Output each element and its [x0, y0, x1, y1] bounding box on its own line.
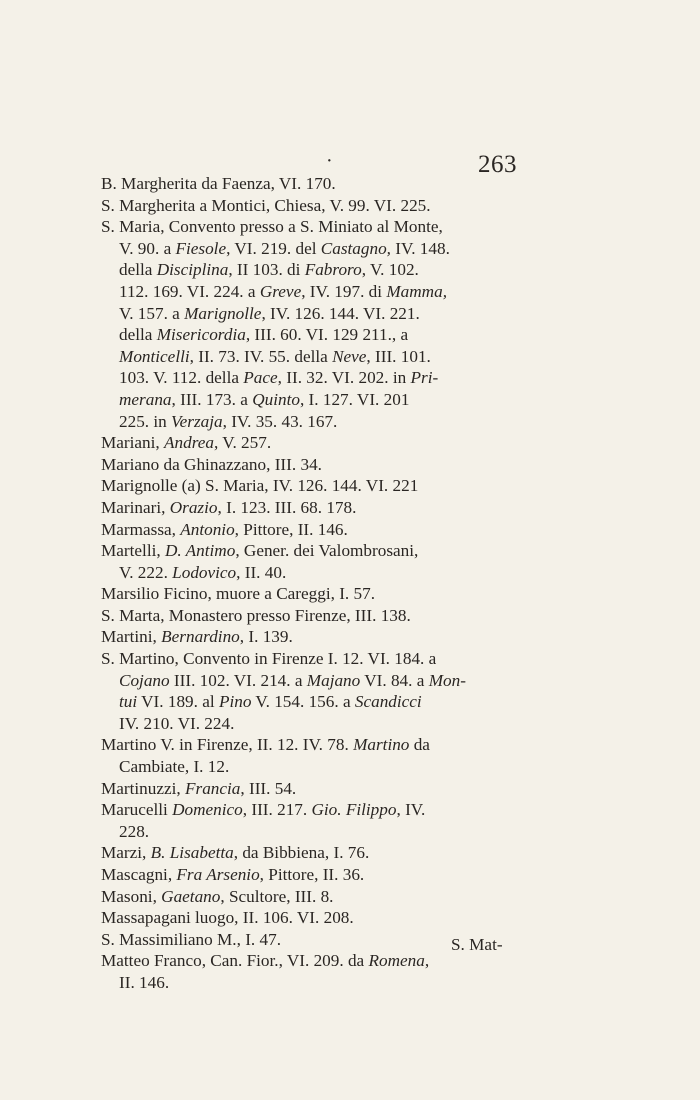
italic-text: Cojano — [119, 670, 170, 690]
italic-text: Neve — [332, 346, 367, 366]
text-run: , IV. 35. 43. 167. — [222, 411, 338, 431]
text-run: 228. — [119, 821, 150, 841]
index-line — [101, 734, 561, 756]
italic-text: merana — [119, 389, 172, 409]
text-run: , II. 40. — [236, 562, 287, 582]
index-line — [101, 216, 561, 238]
text-run: , V. 257. — [213, 433, 272, 453]
index-line — [101, 367, 561, 389]
text-run: da — [409, 735, 430, 755]
italic-text: Monticelli — [119, 346, 190, 366]
index-line — [101, 324, 561, 346]
index-line — [101, 648, 561, 670]
text-run: , I. 123. III. 68. 178. — [217, 497, 357, 517]
text-run: Marinari, — [101, 497, 170, 517]
signature-dot: · — [326, 150, 333, 172]
index-line — [101, 583, 561, 605]
text-run: Mariano da Ghinazzano, III. 34. — [101, 454, 322, 474]
text-run: , Scultore, III. 8. — [220, 886, 334, 906]
text-run: Marignolle (a) S. Maria, IV. 126. 144. VI. 221 — [101, 476, 419, 496]
italic-text: Mon- — [428, 670, 466, 690]
text-run: III. 102. VI. 214. a — [169, 670, 307, 690]
text-run: Marzi, — [101, 843, 151, 863]
italic-text: tui — [119, 692, 138, 712]
text-run: , IV. 126. 144. VI. 221. — [261, 303, 420, 323]
italic-text: Marignolle — [184, 303, 262, 323]
italic-text: Quinto — [252, 389, 300, 409]
text-run: Martini, — [101, 627, 162, 647]
italic-text: Castagno, — [320, 238, 391, 258]
italic-text: Disciplina — [156, 260, 229, 280]
index-line — [101, 821, 561, 843]
text-run: 103. V. 112. della — [119, 368, 244, 388]
text-run: Martinuzzi, — [101, 778, 185, 798]
index-line — [101, 691, 561, 713]
text-run: , Pittore, II. 36. — [259, 865, 365, 884]
index-line — [101, 713, 561, 735]
italic-text: Fra Arsenio — [176, 865, 260, 884]
text-run: , II. 73. IV. 55. della — [189, 346, 333, 366]
index-line — [101, 259, 561, 281]
text-run: , V. 102. — [361, 260, 419, 280]
index-line — [101, 173, 561, 195]
index-line — [101, 778, 561, 800]
index-line — [101, 864, 561, 886]
text-run: Martino V. in Firenze, II. 12. IV. 78. — [101, 735, 354, 755]
text-run: , IV. 197. di — [301, 281, 387, 301]
text-run: Matteo Franco, Can. Fior., VI. 209. da — [101, 951, 369, 971]
text-run: , III. 217. — [242, 800, 312, 820]
text-run: , I. 127. VI. 201 — [299, 389, 410, 409]
text-run: Martelli, — [101, 541, 165, 561]
index-entries — [101, 173, 561, 994]
italic-text: Majano — [306, 670, 361, 690]
text-run: II. 146. — [119, 972, 170, 992]
text-run: VI. 189. al — [137, 692, 219, 712]
index-line — [101, 281, 561, 303]
index-line — [101, 454, 561, 476]
text-run: Masoni, — [101, 886, 162, 906]
index-line — [101, 562, 561, 584]
index-line — [101, 907, 561, 929]
catchword: S. Mat- — [451, 935, 503, 954]
italic-text: Pino — [218, 692, 252, 712]
index-line — [101, 670, 561, 692]
text-run: Mascagni, — [101, 865, 177, 884]
index-line — [101, 756, 561, 778]
italic-text: Verzaja — [171, 411, 223, 431]
text-run: , II 103. di — [228, 260, 305, 280]
index-line — [101, 799, 561, 821]
italic-text: D. Antimo — [164, 541, 236, 561]
text-run: , II. 32. VI. 202. in — [277, 368, 411, 388]
italic-text: Francia — [185, 778, 241, 798]
index-line — [101, 475, 561, 497]
italic-text: Gio. Filippo — [311, 800, 397, 820]
italic-text: Lodovico — [172, 562, 237, 582]
index-line — [101, 303, 561, 325]
text-run: S. Margherita a Montici, Chiesa, V. 99. VI. 225. — [101, 195, 431, 215]
text-run: , da Bibbiena, I. 76. — [233, 843, 370, 863]
text-run: , IV. — [396, 800, 426, 820]
page-number: 263 — [478, 151, 517, 178]
text-run: S. Massimiliano M., I. 47. — [101, 929, 281, 949]
italic-text: Pri- — [410, 368, 439, 388]
text-run: IV. 148. — [390, 238, 450, 258]
text-run: Marsilio Ficino, muore a Careggi, I. 57. — [101, 584, 375, 604]
italic-text: Orazio — [169, 497, 218, 517]
text-run: S. Maria, Convento presso a S. Miniato al Monte, — [101, 217, 443, 237]
italic-text: Romena — [368, 951, 425, 971]
text-run: V. 157. a — [119, 303, 185, 323]
text-run: Marmassa, — [101, 519, 181, 539]
text-run: , VI. 219. del — [226, 238, 321, 258]
italic-text: Mamma, — [386, 281, 447, 301]
text-run: Cambiate, I. 12. — [119, 757, 230, 777]
text-run: , III. 54. — [240, 778, 297, 798]
italic-text: Fiesole — [175, 238, 227, 258]
italic-text: Gaetano — [161, 886, 221, 906]
italic-text: Martino — [353, 735, 410, 755]
text-run: della — [119, 325, 157, 345]
text-run: V. 222. — [119, 562, 173, 582]
text-run: , III. 60. VI. 129 211., a — [245, 325, 409, 345]
text-run: 225. in — [119, 411, 172, 431]
text-run: IV. 210. VI. 224. — [119, 713, 235, 733]
index-line — [101, 626, 561, 648]
italic-text: Misericordia — [156, 325, 246, 345]
index-line — [101, 497, 561, 519]
text-run: 112. 169. VI. 224. a — [119, 281, 260, 301]
text-run: Marucelli — [101, 800, 173, 820]
text-run: Mariani, — [101, 433, 165, 453]
italic-text: Bernardino — [161, 627, 240, 647]
text-run: , I. 139. — [239, 627, 293, 647]
text-run: V. 154. 156. a — [251, 692, 355, 712]
italic-text: Scandicci — [354, 692, 422, 712]
italic-text: Fabroro — [304, 260, 362, 280]
text-run: , III. 173. a — [171, 389, 253, 409]
text-run: V. 90. a — [119, 238, 176, 258]
italic-text: Andrea — [164, 433, 214, 453]
index-line — [101, 972, 561, 994]
text-run: , — [424, 951, 430, 971]
italic-text: Antonio — [180, 519, 235, 539]
text-run: , Gener. dei Valombrosani, — [235, 541, 419, 561]
index-line — [101, 432, 561, 454]
text-run: della — [119, 260, 157, 280]
index-line — [101, 195, 561, 217]
index-line — [101, 605, 561, 627]
text-run: VI. 84. a — [360, 670, 429, 690]
italic-text: Greve — [259, 281, 302, 301]
text-run: S. Martino, Convento in Firenze I. 12. VI. 184. a — [101, 649, 437, 669]
text-run: Massapagani luogo, II. 106. VI. 208. — [101, 908, 354, 928]
index-line — [101, 238, 561, 260]
text-run: S. Marta, Monastero presso Firenze, III. 138. — [101, 605, 411, 625]
text-run: , III. 101. — [366, 346, 431, 366]
index-line — [101, 519, 561, 541]
italic-text: B. Lisabetta — [150, 843, 234, 863]
index-line — [101, 842, 561, 864]
index-line — [101, 346, 561, 368]
index-line — [101, 389, 561, 411]
index-line — [101, 540, 561, 562]
index-line — [101, 886, 561, 908]
text-run: , Pittore, II. 146. — [234, 519, 348, 539]
italic-text: Domenico — [172, 800, 243, 820]
index-line — [101, 411, 561, 433]
italic-text: Pace — [243, 368, 278, 388]
text-run: B. Margherita da Faenza, VI. 170. — [101, 174, 336, 193]
